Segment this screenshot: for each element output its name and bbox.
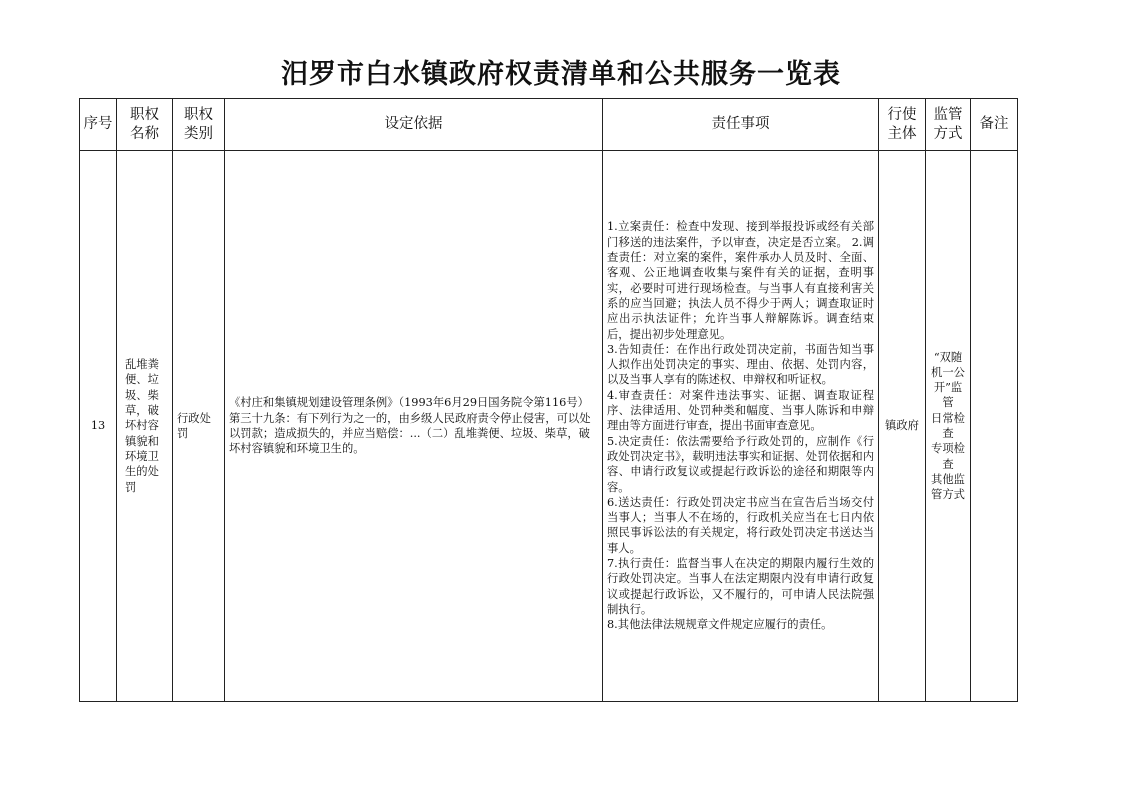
responsibility-table (79, 98, 1018, 702)
header-supervision (926, 99, 971, 151)
duty-item-5: 5.决定责任：依法需要给予行政处罚的，应制作《行政处罚决定书》，载明违法事实和证据、处罚依据和内容、申请行政复议或提起行政诉讼的途径和期限等内容。 (607, 434, 874, 494)
header-category-line-2: 类别 (184, 125, 213, 142)
supervision-item-1: “双随机一公开”监管 (931, 350, 965, 410)
cell-executing-subject: 镇政府 (879, 151, 926, 702)
cell-legal-basis: 《村庄和集镇规划建设管理条例》（1993年6月29日国务院令第116号）第三十九条：有下列行为之一的，由乡级人民政府责令停止侵害，可以处以罚款；造成损失的，并应当赔偿：...（二）乱堆粪便、垃圾、柴草，破坏村容镇貌和环境卫生的。 (225, 151, 603, 702)
duty-item-7: 7.执行责任：监督当事人在决定的期限内履行生效的行政处罚决定。当事人在法定期限内没有申请行政复议或提起行政诉讼，又不履行的，可申请人民法院强制执行。 (607, 557, 874, 616)
cell-index: 13 (80, 151, 117, 702)
cell-power-name: 乱堆粪便、垃圾、柴草，破坏村容镇貌和环境卫生的处罚 (117, 151, 173, 702)
supervision-item-3: 专项检查 (931, 442, 965, 471)
header-subject-line-2: 主体 (887, 125, 917, 142)
page-title: 汨罗市白水镇政府权责清单和公共服务一览表 (281, 59, 841, 90)
header-supervision-line-1: 监管 (933, 106, 963, 123)
duty-item-8: 8.其他法律法规规章文件规定应履行的责任。 (607, 618, 833, 632)
header-category (173, 99, 225, 151)
supervision-item-4: 其他监管方式 (931, 472, 965, 502)
header-duties: 责任事项 (603, 99, 879, 151)
header-subject (879, 99, 926, 151)
cell-duties (603, 151, 879, 702)
header-supervision-line-2: 方式 (933, 125, 963, 142)
cell-remarks (971, 151, 1018, 702)
duty-item-6: 6.送达责任：行政处罚决定书应当在宣告后当场交付当事人；当事人不在场的，行政机关应当在七日内依照民事诉讼法的有关规定，将行政处罚决定书送达当事人。 (607, 495, 874, 555)
header-name-line-1: 职权 (130, 106, 159, 123)
cell-power-category: 行政处罚 (173, 151, 225, 702)
header-category-line-1: 职权 (184, 106, 213, 123)
header-remarks: 备注 (971, 99, 1018, 151)
header-name (117, 99, 173, 151)
duty-item-1-2: 1.立案责任：检查中发现、接到举报投诉或经有关部门移送的违法案件，予以审查，决定是否立案。 2.调查责任：对立案的案件，案件承办人员及时、全面、客观、公正地调查收集与案件有关的证据，查明事实，必要时可进行现场检查。与当事人有直接利害关系的应当回避；执法人员不得少于两人；调查取证时应出示执法证件；允许当事人辩解陈诉。调查结束后，提出初步处理意见。 (607, 220, 874, 341)
duty-item-4: 4.审查责任：对案件违法事实、证据、调查取证程序、法律适用、处罚种类和幅度、当事人陈诉和申辩理由等方面进行审查，提出书面审查意见。 (607, 388, 874, 433)
header-index: 序号 (80, 99, 117, 151)
duty-item-3: 3.告知责任：在作出行政处罚决定前，书面告知当事人拟作出处罚决定的事实、理由、依据、处罚内容，以及当事人享有的陈述权、申辩权和听证权。 (607, 342, 874, 387)
header-basis: 设定依据 (225, 99, 603, 151)
table-row (80, 151, 1018, 702)
cell-supervision (926, 151, 971, 702)
header-row (80, 99, 1018, 151)
supervision-item-2: 日常检查 (931, 411, 965, 440)
header-subject-line-1: 行使 (887, 106, 917, 123)
header-name-line-2: 名称 (130, 125, 159, 142)
